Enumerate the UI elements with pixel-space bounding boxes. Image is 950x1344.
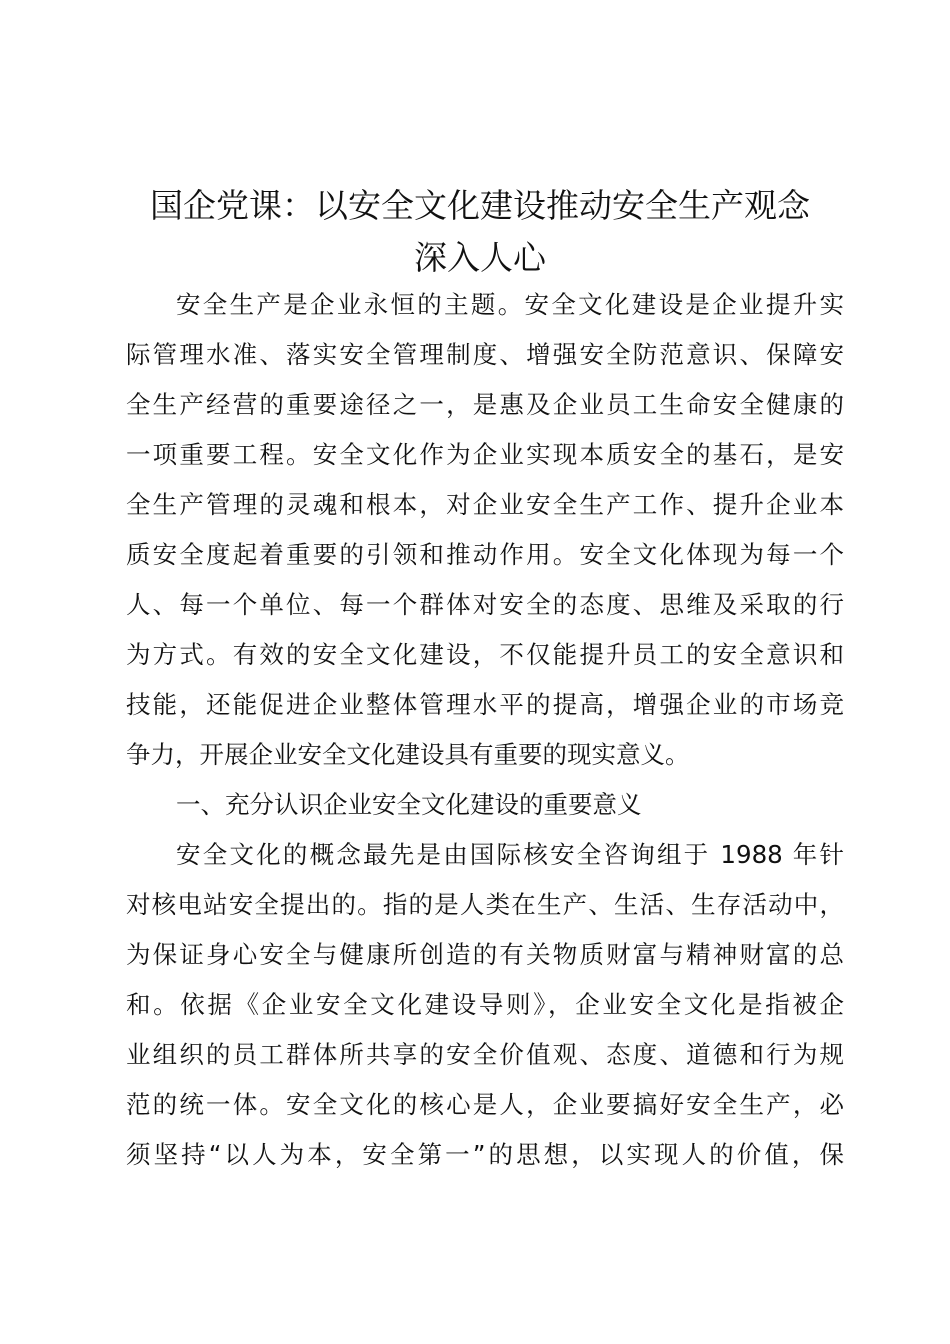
text-line: 际管理水准、落实安全管理制度、增强安全防范意识、保障安 — [126, 340, 844, 369]
text-line: 争力，开展企业安全文化建设具有重要的现实意义。 — [126, 740, 690, 769]
text-line: 安全文化的概念最先是由国际核安全咨询组于 1988 年针 — [176, 840, 844, 869]
title-line-1: 国企党课：以安全文化建设推动安全生产观念 — [150, 186, 810, 225]
text-line: 业组织的员工群体所共享的安全价值观、态度、道德和行为规 — [126, 1040, 844, 1069]
paragraph-concept — [126, 830, 844, 1180]
text-line: 须坚持“以人为本，安全第一”的思想，以实现人的价值，保 — [126, 1140, 844, 1169]
text-line: 对核电站安全提出的。指的是人类在生产、生活、生存活动中， — [126, 890, 844, 919]
document-body — [126, 280, 844, 1180]
title-line-2: 深入人心 — [414, 238, 546, 277]
text-line: 一项重要工程。安全文化作为企业实现本质安全的基石，是安 — [126, 440, 844, 469]
text-line: 全生产管理的灵魂和根本，对企业安全生产工作、提升企业本 — [126, 490, 844, 519]
text-line: 质安全度起着重要的引领和推动作用。安全文化体现为每一个 — [126, 540, 844, 569]
text-line: 和。依据《企业安全文化建设导则》，企业安全文化是指被企 — [126, 990, 844, 1019]
text-line: 范的统一体。安全文化的核心是人，企业要搞好安全生产，必 — [126, 1090, 844, 1119]
text-line: 为保证身心安全与健康所创造的有关物质财富与精神财富的总 — [126, 940, 844, 969]
text-line: 为方式。有效的安全文化建设，不仅能提升员工的安全意识和 — [126, 640, 844, 669]
text-line: 全生产经营的重要途径之一，是惠及企业员工生命安全健康的 — [126, 390, 844, 419]
section-heading — [126, 780, 844, 830]
document-title — [118, 180, 842, 284]
text-line: 技能，还能促进企业整体管理水平的提高，增强企业的市场竞 — [126, 690, 844, 719]
text-line: 人、每一个单位、每一个群体对安全的态度、思维及采取的行 — [126, 590, 844, 619]
heading-line: 一、充分认识企业安全文化建设的重要意义 — [176, 790, 642, 819]
text-line: 安全生产是企业永恒的主题。安全文化建设是企业提升实 — [176, 290, 844, 319]
paragraph-intro — [126, 280, 844, 780]
